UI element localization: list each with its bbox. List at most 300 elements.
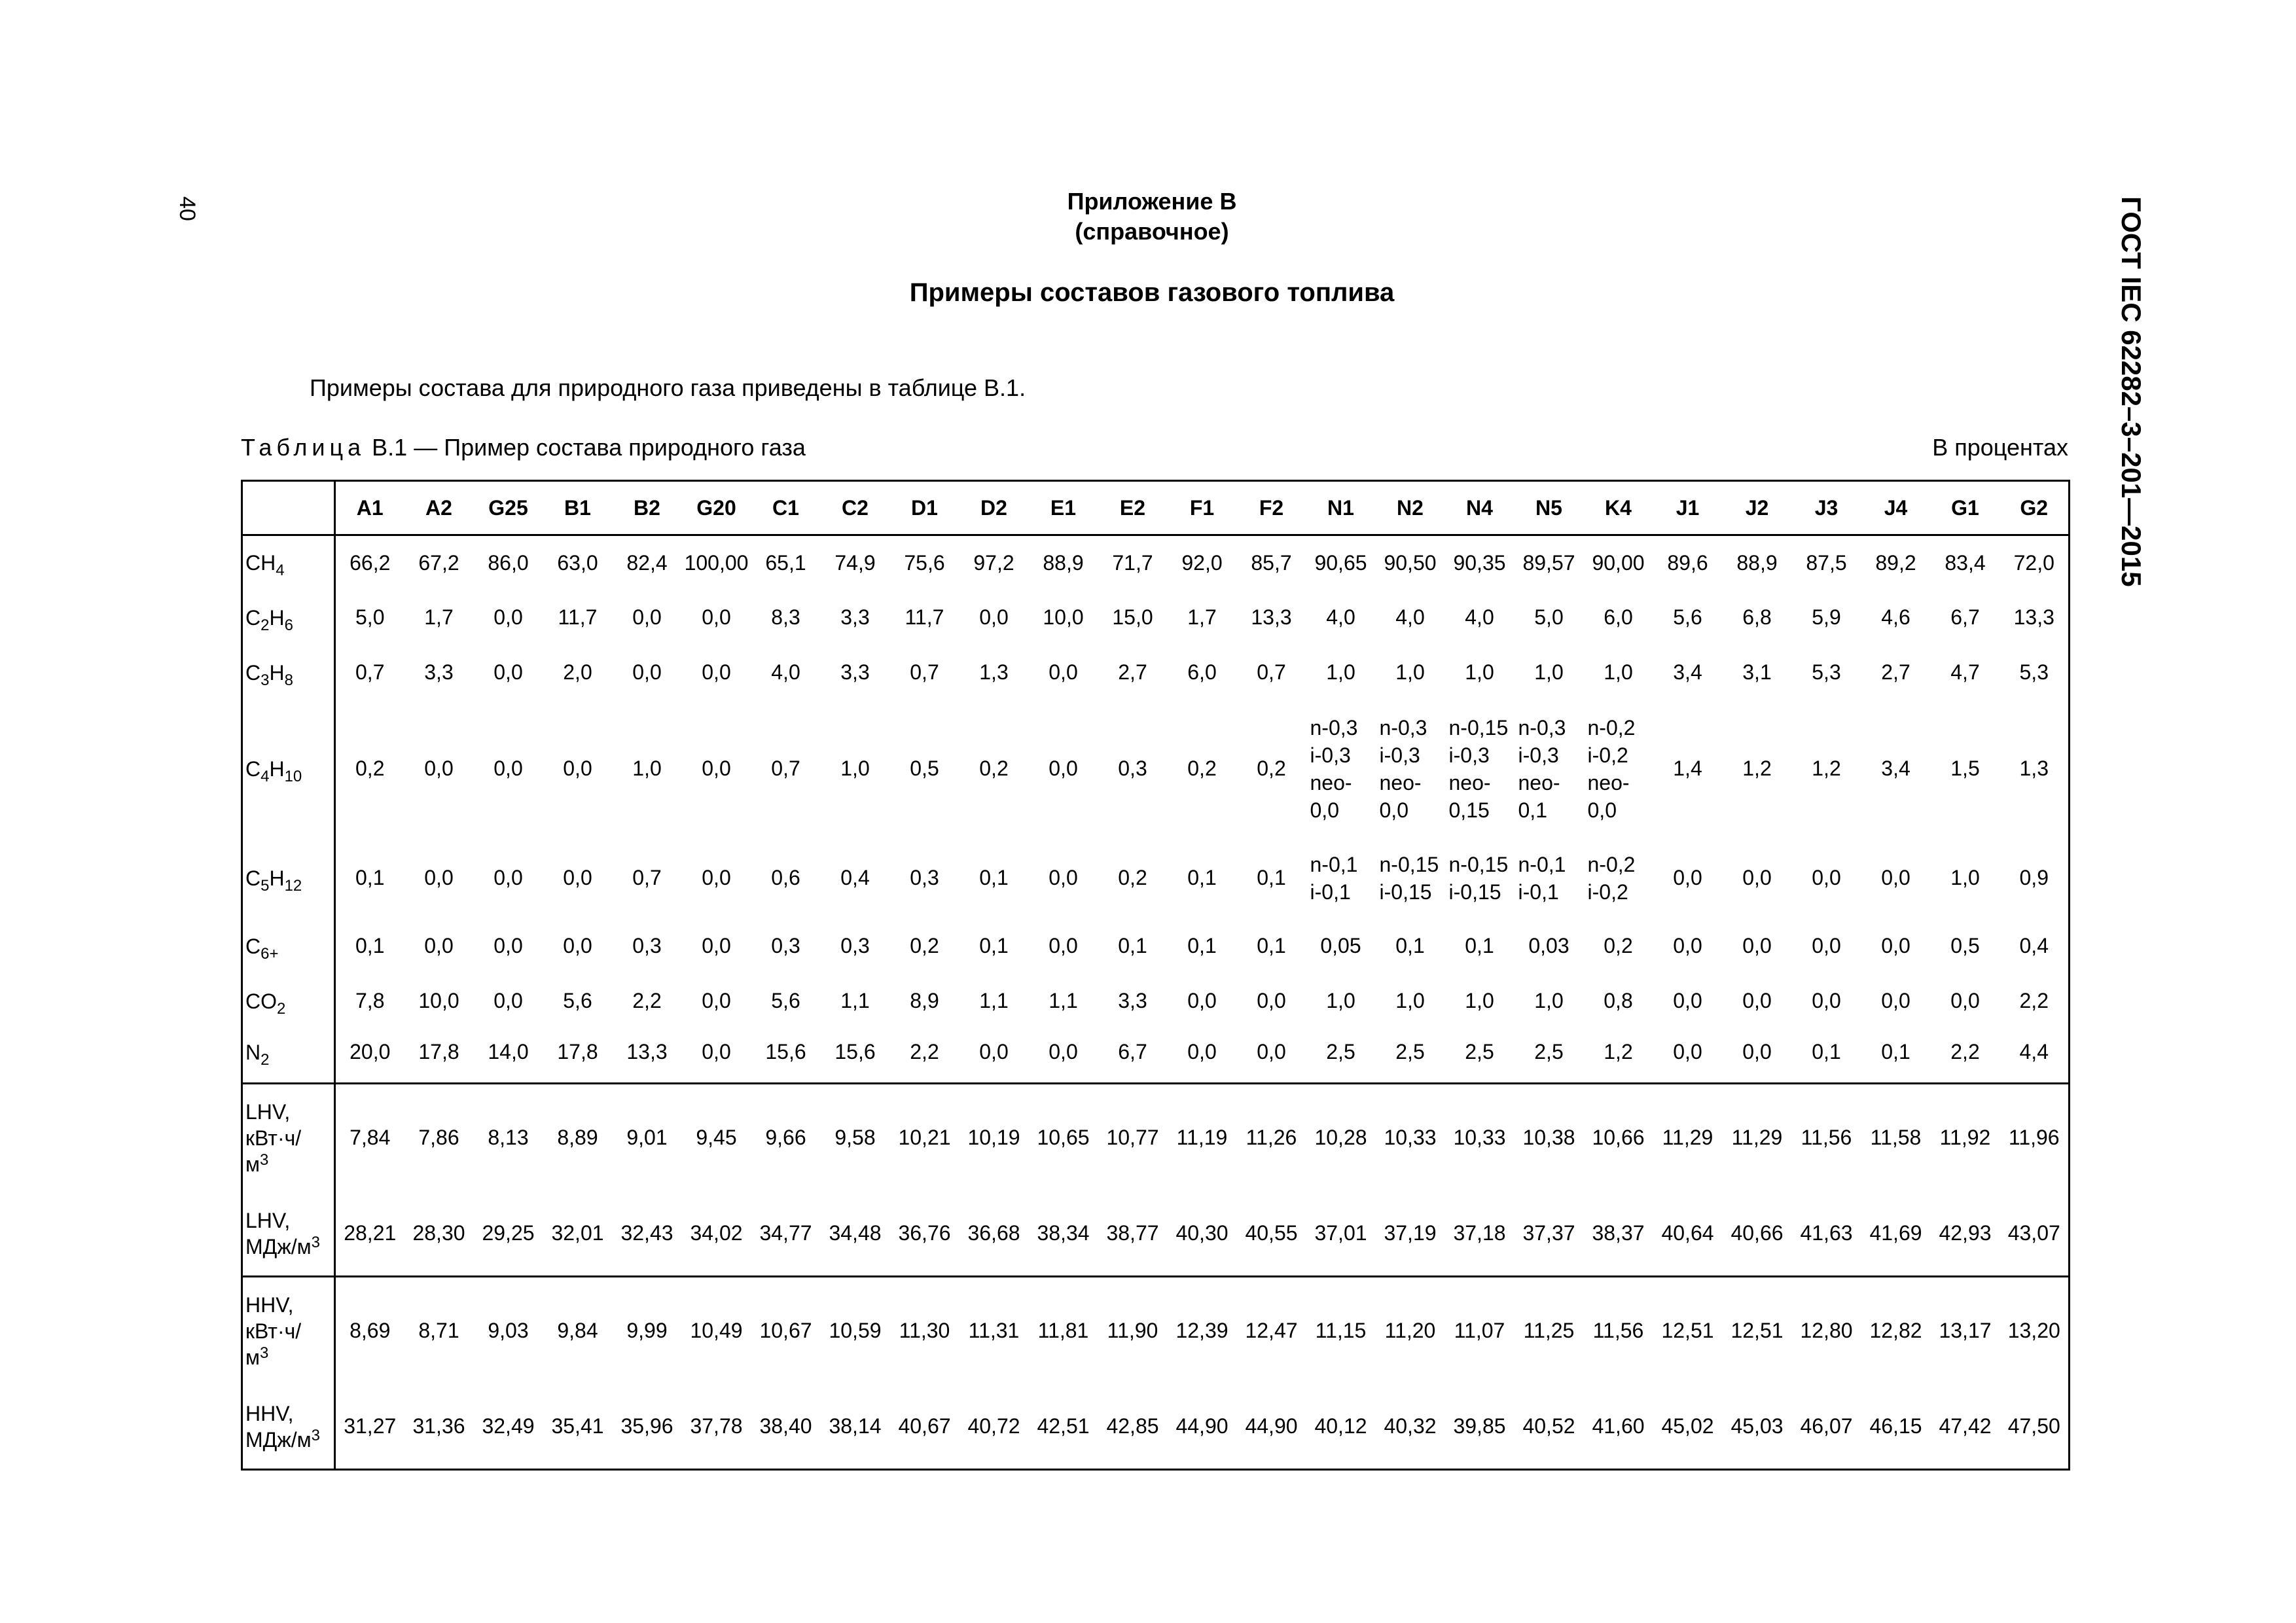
table-cell: 3,3: [1118, 989, 1147, 1012]
table-cell: 0,0: [424, 934, 454, 957]
table-cell: 28,30: [412, 1221, 465, 1245]
table-cell: 0,05: [1320, 934, 1361, 957]
table-cell: 0,0: [1187, 1040, 1217, 1064]
page-number: 40: [175, 196, 200, 221]
table-cell: 37,18: [1453, 1221, 1506, 1245]
corner-cell: [242, 481, 335, 535]
table-cell: 0,1: [1395, 934, 1425, 957]
table-cell: 1,0: [1604, 660, 1633, 684]
table-cell: 2,7: [1881, 660, 1910, 684]
row-label-co2: $CO_2$: [242, 974, 335, 1029]
table-row: [242, 919, 2070, 974]
column-header: D1: [890, 481, 960, 535]
table-cell: 1,0: [632, 757, 662, 780]
table-cell: 0,0: [493, 866, 523, 889]
table-cell: 40,32: [1384, 1414, 1437, 1438]
column-header: J4: [1861, 481, 1931, 535]
table-cell: 0,0: [563, 866, 592, 889]
table-cell: 9,03: [474, 1277, 543, 1385]
table-cell: 11,90: [1098, 1277, 1168, 1385]
table-cell: 10,67: [751, 1277, 821, 1385]
table-cell: 10,66: [1584, 1084, 1653, 1192]
column-header: G20: [682, 481, 751, 535]
table-cell: 10,77: [1098, 1084, 1168, 1192]
table-cell: 10,33: [1376, 1084, 1445, 1192]
table-cell: 1,2: [1604, 1040, 1633, 1064]
column-header: A1: [335, 481, 404, 535]
table-cell: 92,0: [1181, 550, 1223, 575]
table-cell: 0,7: [771, 757, 800, 780]
table-cell: 42,51: [1037, 1414, 1090, 1438]
table-cell: 0,3: [910, 866, 939, 889]
table-cell: 88,9: [1736, 550, 1778, 575]
cell-line: i-0,3: [1310, 743, 1351, 767]
row-label-hhv-mj: HHV, МДж/$м^3$: [242, 1385, 335, 1470]
table-cell: 0,1: [1257, 866, 1286, 889]
table-cell: 5,9: [1812, 605, 1841, 629]
table-cell: 13,17: [1931, 1277, 2000, 1385]
table-cell: 11,30: [890, 1277, 960, 1385]
table-cell: 10,21: [890, 1084, 960, 1192]
cell-line: i-0,15: [1448, 880, 1501, 904]
table-cell: 0,0: [702, 866, 731, 889]
table-cell: 1,7: [424, 605, 454, 629]
table-cell: 0,2: [355, 757, 385, 780]
table-cell: 0,03: [1528, 934, 1570, 957]
table-cell: 0,0: [493, 934, 523, 957]
table-cell: 10,49: [682, 1277, 751, 1385]
table-row: [242, 1029, 2070, 1084]
table-cell: 0,6: [771, 866, 800, 889]
table-cell: 4,0: [1395, 605, 1425, 629]
appendix-title: Примеры составов газового топлива: [909, 278, 1395, 307]
cell-line: neo-: [1587, 770, 1630, 794]
table-cell: 87,5: [1806, 550, 1847, 575]
table-cell: 0,4: [840, 866, 870, 889]
table-cell: 8,3: [771, 605, 800, 629]
column-header: A2: [404, 481, 474, 535]
table-cell: 2,5: [1465, 1040, 1494, 1064]
table-cell: 37,19: [1384, 1221, 1437, 1245]
table-cell: 11,81: [1029, 1277, 1098, 1385]
table-cell: 44,90: [1245, 1414, 1298, 1438]
table-cell: [1306, 700, 1376, 838]
cell-line: n-0,3: [1518, 715, 1566, 740]
table-cell: 10,19: [960, 1084, 1029, 1192]
table-cell: 32,49: [482, 1414, 535, 1438]
table-cell: 36,68: [967, 1221, 1020, 1245]
table-cell: 41,69: [1869, 1221, 1922, 1245]
table-cell: 12,47: [1237, 1277, 1306, 1385]
table-cell: 0,0: [632, 660, 662, 684]
table-cell: 10,0: [418, 989, 459, 1012]
table-cell: 12,80: [1792, 1277, 1861, 1385]
column-header: N2: [1376, 481, 1445, 535]
table-cell: 0,3: [840, 934, 870, 957]
table-cell: 40,72: [967, 1414, 1020, 1438]
table-cell: 0,0: [493, 989, 523, 1012]
column-header: F1: [1168, 481, 1237, 535]
column-header: J3: [1792, 481, 1861, 535]
table-cell: 3,3: [840, 605, 870, 629]
table-cell: 38,14: [829, 1414, 882, 1438]
table-cell: 46,15: [1869, 1414, 1922, 1438]
gas-composition-table: [241, 480, 2070, 1471]
document-code: ГОСТ IEC 62282–3–201—2015: [2116, 196, 2147, 587]
table-cell: 72,0: [2013, 550, 2054, 575]
table-cell: 0,0: [563, 757, 592, 780]
table-cell: 9,66: [751, 1084, 821, 1192]
lhv-body: [242, 1084, 2070, 1277]
table-cell: 0,9: [2019, 866, 2049, 889]
table-cell: 37,01: [1314, 1221, 1367, 1245]
cell-line: neo-: [1518, 770, 1560, 794]
table-cell: 2,2: [632, 989, 662, 1012]
table-cell: 11,31: [960, 1277, 1029, 1385]
composition-body: [242, 535, 2070, 1084]
table-cell: 0,7: [355, 660, 385, 684]
cell-line: n-0,15: [1448, 715, 1509, 740]
table-cell: 1,0: [1950, 866, 1980, 889]
table-cell: 82,4: [626, 550, 668, 575]
table-cell: 71,7: [1112, 550, 1153, 575]
cell-line: i-0,15: [1379, 880, 1432, 904]
table-cell: 4,7: [1950, 660, 1980, 684]
table-cell: 11,20: [1376, 1277, 1445, 1385]
table-cell: 0,0: [1673, 989, 1702, 1012]
table-cell: 0,0: [1812, 989, 1841, 1012]
table-cell: 11,7: [905, 605, 944, 629]
table-cell: 0,2: [1604, 934, 1633, 957]
table-row: [242, 1192, 2070, 1277]
cell-line: i-0,3: [1379, 743, 1420, 767]
table-cell: 11,7: [558, 605, 598, 629]
table-cell: 40,64: [1661, 1221, 1714, 1245]
table-cell: 6,0: [1604, 605, 1633, 629]
table-cell: 5,6: [771, 989, 800, 1012]
table-cell: 11,19: [1168, 1084, 1237, 1192]
table-cell: 65,1: [765, 550, 806, 575]
table-cell: 10,28: [1306, 1084, 1376, 1192]
table-cell: 4,0: [1465, 605, 1494, 629]
column-header: F2: [1237, 481, 1306, 535]
appendix-type: (справочное): [1075, 218, 1229, 245]
table-cell: 17,8: [557, 1040, 598, 1064]
table-cell: 90,65: [1314, 550, 1367, 575]
table-cell: 89,6: [1667, 550, 1708, 575]
table-cell: 88,9: [1043, 550, 1084, 575]
table-cell: 0,3: [632, 934, 662, 957]
table-row: [242, 838, 2070, 919]
appendix-label: Приложение В: [1067, 188, 1237, 215]
table-cell: 9,01: [613, 1084, 682, 1192]
table-cell: 0,0: [1673, 934, 1702, 957]
table-cell: 15,6: [834, 1040, 876, 1064]
table-cell: 10,38: [1515, 1084, 1584, 1192]
column-header: C1: [751, 481, 821, 535]
table-cell: 0,0: [979, 605, 1009, 629]
table-row: [242, 1084, 2070, 1192]
table-cell: 12,51: [1723, 1277, 1792, 1385]
table-cell: 8,89: [543, 1084, 613, 1192]
table-cell: 0,0: [702, 757, 731, 780]
table-cell: 40,30: [1175, 1221, 1229, 1245]
table-cell: 0,2: [910, 934, 939, 957]
table-cell: 90,50: [1384, 550, 1437, 575]
table-cell: 4,0: [1326, 605, 1355, 629]
table-cell: 0,0: [493, 660, 523, 684]
table-cell: 0,2: [1257, 757, 1286, 780]
table-cell: 29,25: [482, 1221, 535, 1245]
table-cell: 35,96: [620, 1414, 673, 1438]
table-cell: 34,48: [829, 1221, 882, 1245]
table-cell: 37,78: [690, 1414, 743, 1438]
table-cell: 11,07: [1445, 1277, 1515, 1385]
table-cell: 0,0: [702, 989, 731, 1012]
table-cell: 12,51: [1653, 1277, 1723, 1385]
table-cell: 12,39: [1168, 1277, 1237, 1385]
table-row: [242, 974, 2070, 1029]
table-cell: 0,7: [1257, 660, 1286, 684]
table-cell: 3,4: [1673, 660, 1702, 684]
table-cell: 0,0: [1049, 757, 1078, 780]
table-cell: 0,0: [1881, 866, 1910, 889]
row-label-c3h8: $C_3H_8$: [242, 645, 335, 700]
table-cell: 1,0: [1465, 989, 1494, 1012]
table-cell: 11,92: [1931, 1084, 2000, 1192]
table-cell: 45,02: [1661, 1414, 1714, 1438]
table-cell: 0,0: [702, 1040, 731, 1064]
table-cell: 35,41: [551, 1414, 604, 1438]
table-cell: [1515, 838, 1584, 919]
column-header: B1: [543, 481, 613, 535]
table-cell: 32,43: [620, 1221, 673, 1245]
table-cell: 86,0: [488, 550, 529, 575]
table-cell: 11,56: [1584, 1277, 1653, 1385]
table-cell: 5,0: [355, 605, 385, 629]
table-cell: 0,0: [1049, 660, 1078, 684]
table-cell: 1,5: [1950, 757, 1980, 780]
table-cell: 15,0: [1112, 605, 1153, 629]
table-cell: 34,77: [759, 1221, 812, 1245]
table-row: [242, 1385, 2070, 1470]
table-cell: 0,0: [1881, 989, 1910, 1012]
table-cell: 0,0: [1742, 1040, 1772, 1064]
table-cell: 89,57: [1522, 550, 1575, 575]
table-cell: 8,13: [474, 1084, 543, 1192]
table-cell: 4,6: [1881, 605, 1910, 629]
table-cell: 0,5: [910, 757, 939, 780]
table-cell: 1,1: [979, 989, 1009, 1012]
table-cell: 0,0: [1049, 866, 1078, 889]
table-cell: 67,2: [418, 550, 459, 575]
table-cell: 66,2: [350, 550, 391, 575]
table-cell: 2,2: [2019, 989, 2049, 1012]
table-cell: 0,2: [1187, 757, 1217, 780]
table-cell: 0,0: [1742, 866, 1772, 889]
column-header: G2: [2000, 481, 2070, 535]
column-header: E2: [1098, 481, 1168, 535]
table-cell: 13,3: [1251, 605, 1292, 629]
table-header-row: [242, 481, 2070, 535]
table-caption-prefix: Таблица: [241, 434, 366, 461]
table-cell: 9,58: [821, 1084, 890, 1192]
table-cell: 2,7: [1118, 660, 1147, 684]
column-header: G25: [474, 481, 543, 535]
table-cell: 47,42: [1939, 1414, 1992, 1438]
table-cell: 0,0: [1881, 934, 1910, 957]
column-header: B2: [613, 481, 682, 535]
table-cell: 5,6: [1673, 605, 1702, 629]
table-cell: 10,33: [1445, 1084, 1515, 1192]
table-cell: [1515, 700, 1584, 838]
cell-line: neo-: [1310, 770, 1352, 794]
cell-line: 0,0: [1310, 798, 1339, 822]
table-cell: 0,0: [702, 934, 731, 957]
column-header: C2: [821, 481, 890, 535]
table-cell: 0,0: [702, 605, 731, 629]
table-cell: 1,0: [1326, 660, 1355, 684]
column-header: D2: [960, 481, 1029, 535]
cell-line: 0,0: [1379, 798, 1408, 822]
table-cell: 0,0: [1187, 989, 1217, 1012]
table-cell: 45,03: [1731, 1414, 1784, 1438]
table-cell: 5,3: [2019, 660, 2049, 684]
table-cell: 0,0: [563, 934, 592, 957]
table-cell: 2,2: [1950, 1040, 1980, 1064]
table-cell: 100,00: [684, 550, 749, 575]
table-cell: 6,8: [1742, 605, 1772, 629]
table-cell: 38,34: [1037, 1221, 1090, 1245]
table-cell: 1,0: [1395, 660, 1425, 684]
table-cell: 0,0: [1049, 934, 1078, 957]
table-cell: 31,27: [344, 1414, 397, 1438]
row-label-c2h6: $C_2H_6$: [242, 590, 335, 645]
table-cell: 47,50: [2007, 1414, 2060, 1438]
table-cell: 2,0: [563, 660, 592, 684]
table-cell: 0,1: [979, 934, 1009, 957]
table-cell: 5,0: [1534, 605, 1564, 629]
cell-line: i-0,2: [1587, 743, 1628, 767]
table-cell: 11,25: [1515, 1277, 1584, 1385]
table-cell: 0,0: [979, 1040, 1009, 1064]
table-cell: 42,93: [1939, 1221, 1992, 1245]
table-cell: 0,1: [355, 866, 385, 889]
table-cell: 8,71: [404, 1277, 474, 1385]
row-label-c6-plus: $C_{6+}$: [242, 919, 335, 974]
table-cell: 0,0: [1673, 866, 1702, 889]
row-label-lhv-kwh: LHV, кВт·ч/ $м^3$: [242, 1084, 335, 1192]
table-caption-text: В.1 — Пример состава природного газа: [365, 434, 806, 461]
table-cell: 6,7: [1950, 605, 1980, 629]
row-label-c5h12: $C_5H_{12}$: [242, 838, 335, 919]
column-header: E1: [1029, 481, 1098, 535]
table-cell: 39,85: [1453, 1414, 1506, 1438]
table-cell: 28,21: [344, 1221, 397, 1245]
table-cell: 40,52: [1522, 1414, 1575, 1438]
table-cell: 1,0: [840, 757, 870, 780]
table-cell: [1445, 700, 1515, 838]
table-row: [242, 645, 2070, 700]
table-cell: 7,84: [335, 1084, 404, 1192]
row-label-n2: $N_2$: [242, 1029, 335, 1084]
table-row: [242, 700, 2070, 838]
cell-line: n-0,15: [1448, 852, 1509, 876]
table-cell: 75,6: [904, 550, 945, 575]
table-cell: 17,8: [418, 1040, 459, 1064]
row-label-ch4: $CH_4$: [242, 535, 335, 590]
table-cell: [1445, 838, 1515, 919]
hhv-body: [242, 1277, 2070, 1470]
table-cell: 37,37: [1522, 1221, 1575, 1245]
table-cell: 0,0: [1257, 989, 1286, 1012]
table-cell: 0,0: [1673, 1040, 1702, 1064]
table-cell: 0,7: [632, 866, 662, 889]
table-cell: 2,5: [1395, 1040, 1425, 1064]
table-cell: 0,2: [1118, 866, 1147, 889]
column-header: N5: [1515, 481, 1584, 535]
table-cell: 3,1: [1742, 660, 1772, 684]
table-cell: 0,0: [493, 605, 523, 629]
table-cell: 0,8: [1604, 989, 1633, 1012]
column-header: K4: [1584, 481, 1653, 535]
table-cell: 9,99: [613, 1277, 682, 1385]
cell-line: i-0,3: [1518, 743, 1559, 767]
cell-line: neo-: [1379, 770, 1422, 794]
table-cell: 1,2: [1812, 757, 1841, 780]
table-cell: 1,3: [2019, 757, 2049, 780]
table-caption: [241, 434, 806, 461]
table-cell: 7,8: [355, 989, 385, 1012]
table-cell: 13,3: [626, 1040, 668, 1064]
cell-line: i-0,3: [1448, 743, 1490, 767]
table-cell: 8,69: [335, 1277, 404, 1385]
table-cell: 90,35: [1453, 550, 1506, 575]
table-cell: 0,3: [1118, 757, 1147, 780]
table-cell: 32,01: [551, 1221, 604, 1245]
table-cell: 15,6: [765, 1040, 806, 1064]
column-header: J2: [1723, 481, 1792, 535]
table-cell: 0,1: [1812, 1040, 1841, 1064]
table-cell: 41,63: [1800, 1221, 1853, 1245]
table-cell: 0,1: [979, 866, 1009, 889]
table-cell: 0,0: [424, 757, 454, 780]
table-cell: 9,45: [682, 1084, 751, 1192]
table-cell: 8,9: [910, 989, 939, 1012]
table-cell: 74,9: [834, 550, 876, 575]
cell-line: 0,1: [1518, 798, 1547, 822]
table-cell: 0,1: [1881, 1040, 1910, 1064]
table-cell: 0,0: [1950, 989, 1980, 1012]
table-cell: 0,2: [979, 757, 1009, 780]
cell-line: i-0,2: [1587, 880, 1628, 904]
column-header: J1: [1653, 481, 1723, 535]
table-cell: [1584, 838, 1653, 919]
cell-line: neo-: [1448, 770, 1491, 794]
table-cell: 1,4: [1673, 757, 1702, 780]
table-cell: 1,2: [1742, 757, 1772, 780]
table-row: [242, 535, 2070, 590]
cell-line: n-0,1: [1310, 852, 1358, 876]
table-cell: 2,5: [1326, 1040, 1355, 1064]
table-cell: 0,0: [424, 866, 454, 889]
table-cell: 36,76: [898, 1221, 951, 1245]
table-cell: 10,59: [821, 1277, 890, 1385]
table-cell: 20,0: [350, 1040, 391, 1064]
table-cell: 11,58: [1861, 1084, 1931, 1192]
cell-line: n-0,15: [1379, 852, 1439, 876]
table-cell: 0,3: [771, 934, 800, 957]
